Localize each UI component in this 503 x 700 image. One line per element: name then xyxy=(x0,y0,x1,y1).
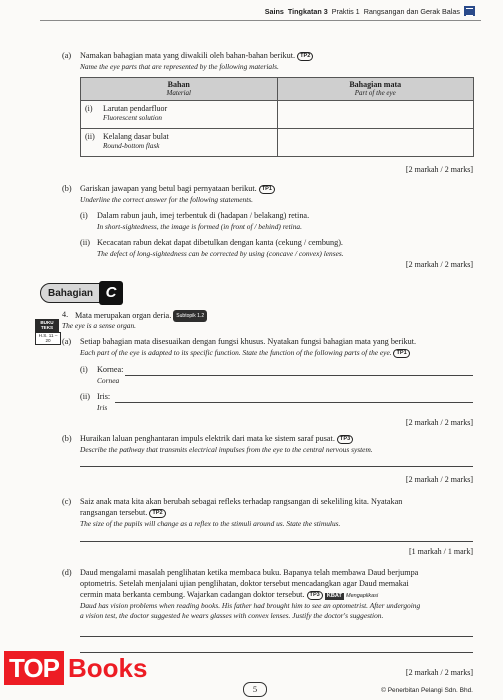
topbooks-logo: TOP Books xyxy=(4,651,147,685)
q-a-translation: Name the eye parts that are represented by the following materials. xyxy=(80,62,279,71)
q4d-translation-2: a vision test, the doctor suggested he wears glasses with convex lenses. Justify the doctor's suggestion. xyxy=(80,611,384,620)
answer-line[interactable] xyxy=(80,636,473,637)
tp-badge: TP2 xyxy=(297,52,313,61)
tp-badge: TP3 xyxy=(337,435,353,444)
q-b-i-num: (i) xyxy=(80,211,88,220)
q4a-ii-num: (ii) xyxy=(80,392,91,401)
table-row xyxy=(81,101,474,129)
q4a-ii-translation: Iris xyxy=(97,403,108,412)
table-row xyxy=(81,129,474,157)
q4d-translation-1: Daud has vision problems when reading books. His father had brought him to see an optometrist. After undergoing xyxy=(80,601,421,610)
q4a-i-term: Kornea: xyxy=(97,365,124,374)
answer-line[interactable] xyxy=(125,375,473,376)
q4c-line1: Saiz anak mata kita akan berubah sebagai refleks terhadap rangsangan di sekeliling kita. Nyatakan xyxy=(80,497,403,506)
q-b-text: Gariskan jawapan yang betul bagi pernyataan berikut. TP1 xyxy=(80,184,275,194)
q4d-label: (d) xyxy=(62,568,72,577)
q4a-text: Setiap bahagian mata disesuaikan dengan fungsi khusus. Nyatakan fungsi bahagian mata yang berikut. xyxy=(80,337,417,346)
header-book: Praktis 1 xyxy=(331,6,360,16)
kbat-badge: KBAT xyxy=(326,593,342,599)
q4c-label: (c) xyxy=(62,497,72,506)
answer-line[interactable] xyxy=(115,402,473,403)
q-b-translation: Underline the correct answer for the following statements. xyxy=(80,195,253,204)
q-a-text xyxy=(80,51,480,61)
marks-label: [2 markah / 2 marks] xyxy=(405,418,473,427)
marks-label: [2 markah / 2 marks] xyxy=(405,260,473,269)
marks-label: [2 markah / 2 marks] xyxy=(405,668,473,677)
marks-label: [2 markah / 2 marks] xyxy=(405,165,473,174)
q4-translation: The eye is a sense organ. xyxy=(62,321,137,330)
q4c-line2: rangsangan tersebut. TP2 xyxy=(80,508,166,518)
publisher-credit: © Penerbitan Pelangi Sdn. Bhd. xyxy=(381,687,473,694)
table-cell-material: (i) Larutan pendarfluor Fluorescent solution xyxy=(81,101,278,129)
textbook-badge: BUKU TEKS xyxy=(35,319,59,332)
q4a-i-translation: Cornea xyxy=(97,376,120,385)
table-header-row xyxy=(81,78,474,101)
answer-cell[interactable] xyxy=(277,129,474,157)
tp-badge: TP1 xyxy=(393,349,409,358)
kbat-level: Mengaplikasi xyxy=(346,593,379,599)
subtopic-badge: Subtopik 1.2 xyxy=(173,310,207,322)
q4b-translation: Describe the pathway that transmits electrical impulses from the eye to the central nervous system. xyxy=(80,445,373,454)
header-rule xyxy=(40,20,481,21)
q4-number: 4. xyxy=(62,310,69,319)
q4d-line3: cermin mata berkanta cembung. Wajarkan cadangan doktor tersebut. TP3 KBAT Mengaplikasi xyxy=(80,590,379,599)
marks-label: [2 markah / 2 marks] xyxy=(405,475,473,484)
q4-text: Mata merupakan organ deria. Subtopik 1.2 xyxy=(75,310,207,322)
header-subject: Sains xyxy=(264,6,284,16)
page-number: 5 xyxy=(243,682,267,697)
header-chapter: Rangsangan dan Gerak Balas xyxy=(363,6,460,16)
marks-label: [1 markah / 1 mark] xyxy=(409,547,473,556)
section-heading: Bahagian C xyxy=(40,283,122,303)
page-header xyxy=(265,6,475,16)
answer-cell[interactable] xyxy=(277,101,474,129)
q4a-i-num: (i) xyxy=(80,365,88,374)
q4a-ii-term: Iris: xyxy=(97,392,111,401)
textbook-page-ref: H.S. 11 – 20 xyxy=(35,332,61,345)
q-b-ii-num: (ii) xyxy=(80,238,91,247)
q-a-label: (a) xyxy=(62,51,72,60)
q-b-label: (b) xyxy=(62,184,72,193)
q4a-label: (a) xyxy=(62,337,72,346)
section-letter: C xyxy=(99,281,123,305)
q-b-ii-translation: The defect of long-sightedness can be corrected by using (concave / convex) lenses. xyxy=(97,249,344,258)
table-header-eye-part: Bahagian mata Part of the eye xyxy=(277,78,474,101)
q4d-line1: Daud mengalami masalah penglihatan ketika membaca buku. Bapanya telah membawa Daud berjumpa xyxy=(80,568,419,577)
q-b-ii-text: Kecacatan rabun dekat dapat dibetulkan dengan kanta (cekung / cembung). xyxy=(97,238,343,247)
table-cell-material: (ii) Kelalang dasar bulat Round-bottom flask xyxy=(81,129,278,157)
table-header-material: Bahan Material xyxy=(81,78,278,101)
tp-badge: TP3 xyxy=(307,591,323,600)
materials-table xyxy=(80,77,474,157)
q4b-text: Huraikan laluan penghantaran impuls elektrik dari mata ke sistem saraf pusat. TP3 xyxy=(80,434,353,444)
tp-badge: TP2 xyxy=(149,509,165,518)
tp-badge: TP1 xyxy=(259,185,275,194)
header-level: Tingkatan 3 xyxy=(287,6,328,16)
book-icon xyxy=(464,6,475,16)
q4a-translation: Each part of the eye is adapted to its specific function. State the function of the following parts of the eye. TP1 xyxy=(80,348,500,358)
q4b-label: (b) xyxy=(62,434,72,443)
q-b-i-translation: In short-sightedness, the image is formed (in front of / behind) retina. xyxy=(97,222,302,231)
answer-line[interactable] xyxy=(80,466,473,467)
q-a-question: Namakan bahagian mata yang diwakili oleh bahan-bahan berikut. xyxy=(80,51,296,60)
answer-line[interactable] xyxy=(80,541,473,542)
q4d-line2: optometris. Setelah menjalani ujian penglihatan, doktor tersebut mencadangkan agar Daud memakai xyxy=(80,579,409,588)
q-b-i-text: Dalam rabun jauh, imej terbentuk di (hadapan / belakang) retina. xyxy=(97,211,310,220)
q4c-translation: The size of the pupils will change as a reflex to the stimuli around us. State the stimulus. xyxy=(80,519,341,528)
